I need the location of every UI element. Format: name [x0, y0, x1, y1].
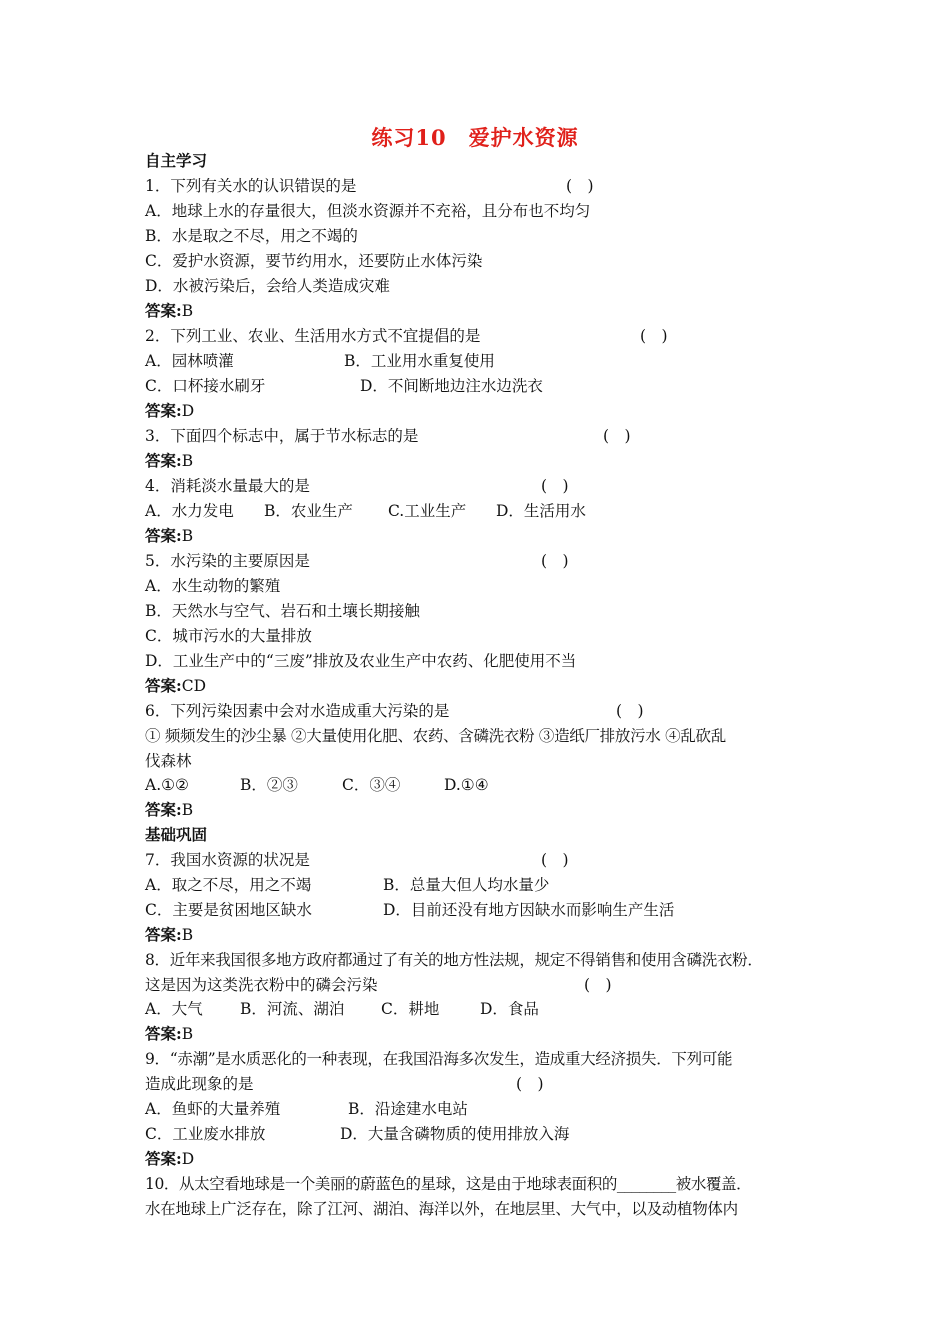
q5-option-b: B．天然水与空气、岩石和土壤长期接触 [145, 602, 420, 620]
q9-option-c: C．工业废水排放 [145, 1125, 266, 1143]
answer-value: CD [181, 677, 207, 695]
answer-label: 答案: [145, 800, 182, 819]
q9-paren: ( ) [516, 1075, 544, 1093]
q7-option-b: B．总量大但人均水量少 [383, 876, 550, 894]
q2-answer [145, 401, 194, 421]
answer-value: D [181, 402, 195, 420]
q3-answer [145, 451, 193, 471]
q4-answer [145, 526, 193, 546]
q6-option-c: C．③④ [342, 776, 401, 794]
q4-option-c: C.工业生产 [388, 502, 467, 520]
q5-option-d: D．工业生产中的“三废”排放及农业生产中农药、化肥使用不当 [145, 652, 577, 670]
answer-value: D [181, 1150, 195, 1168]
q7-option-d: D．目前还没有地方因缺水而影响生产生活 [383, 901, 675, 919]
section-heading-basic-consolidation: 基础巩固 [145, 825, 208, 844]
q5-paren: ( ) [541, 552, 569, 570]
q1-option-a: A．地球上水的存量很大，但淡水资源并不充裕，且分布也不均匀 [145, 202, 591, 220]
q8-option-a: A．大气 [145, 1000, 203, 1018]
answer-label: 答案: [145, 925, 182, 944]
answer-label: 答案: [145, 526, 182, 545]
q7-option-c: C．主要是贫困地区缺水 [145, 901, 312, 919]
q2-option-c: C．口杯接水刷牙 [145, 377, 266, 395]
q1-paren: ( ) [566, 177, 594, 195]
q4-option-d: D．生活用水 [496, 502, 586, 520]
answer-label: 答案: [145, 401, 182, 420]
q9-answer [145, 1149, 194, 1169]
q8-option-b: B．河流、湖泊 [240, 1000, 345, 1018]
q6-answer [145, 800, 193, 820]
q1-option-c: C．爱护水资源，要节约用水，还要防止水体污染 [145, 252, 483, 270]
q2-paren: ( ) [640, 327, 668, 345]
answer-value: B [181, 527, 194, 545]
q7-option-a: A．取之不尽，用之不竭 [145, 876, 312, 894]
q9-option-b: B．沿途建水电站 [348, 1100, 468, 1118]
answer-value: B [181, 302, 194, 320]
q6-option-d: D.①④ [444, 776, 489, 794]
answer-value: B [181, 801, 194, 819]
q4-option-b: B．农业生产 [264, 502, 353, 520]
q7-paren: ( ) [541, 851, 569, 869]
answer-value: B [181, 926, 194, 944]
q9-option-a: A．鱼虾的大量养殖 [145, 1100, 281, 1118]
q4-option-a: A．水力发电 [145, 502, 234, 520]
q2-option-d: D．不间断地边注水边洗衣 [360, 377, 543, 395]
q5-stem: 5．水污染的主要原因是 [145, 552, 310, 570]
q8-answer [145, 1024, 193, 1044]
q1-answer [145, 301, 193, 321]
q8-stem-line-1: 8．近年来我国很多地方政府都通过了有关的地方性法规，规定不得销售和使用含磷洗衣粉． [145, 951, 763, 969]
q6-stem: 6．下列污染因素中会对水造成重大污染的是 [145, 702, 450, 720]
q5-option-c: C．城市污水的大量排放 [145, 627, 312, 645]
q3-paren: ( ) [603, 427, 631, 445]
q2-option-a: A．园林喷灌 [145, 352, 234, 370]
q6-option-a: A.①② [145, 776, 189, 794]
q3-stem: 3．下面四个标志中，属于节水标志的是 [145, 427, 419, 445]
q4-stem: 4．消耗淡水量最大的是 [145, 477, 310, 495]
q5-option-a: A．水生动物的繁殖 [145, 577, 281, 595]
q7-stem: 7．我国水资源的状况是 [145, 851, 310, 869]
q8-option-c: C．耕地 [381, 1000, 440, 1018]
q1-option-b: B．水是取之不尽，用之不竭的 [145, 227, 358, 245]
page-title: 练习10 爱护水资源 [371, 125, 579, 150]
q1-stem: 1．下列有关水的认识错误的是 [145, 177, 357, 195]
q8-stem-line-2: 这是因为这类洗衣粉中的磷会污染 [145, 976, 378, 994]
q8-option-d: D．食品 [480, 1000, 539, 1018]
q9-option-d: D．大量含磷物质的使用排放入海 [340, 1125, 570, 1143]
q9-stem-line-2: 造成此现象的是 [145, 1075, 254, 1093]
answer-label: 答案: [145, 1024, 182, 1043]
q6-items-line-2: 伐森林 [145, 752, 192, 770]
q7-answer [145, 925, 193, 945]
q2-option-b: B．工业用水重复使用 [344, 352, 495, 370]
answer-label: 答案: [145, 301, 182, 320]
q8-paren: ( ) [584, 976, 612, 994]
q1-option-d: D．水被污染后，会给人类造成灾难 [145, 277, 390, 295]
q6-paren: ( ) [616, 702, 644, 720]
q10-stem-line-1: 10．从太空看地球是一个美丽的蔚蓝色的星球，这是由于地球表面积的________被水覆盖． [145, 1175, 752, 1193]
q10-stem-line-2: 水在地球上广泛存在，除了江河、湖泊、海洋以外，在地层里、大气中，以及动植物体内 [145, 1200, 738, 1218]
answer-value: B [181, 452, 194, 470]
answer-value: B [181, 1025, 194, 1043]
q6-option-b: B．②③ [240, 776, 298, 794]
answer-label: 答案: [145, 451, 182, 470]
q9-stem-line-1: 9．“赤潮”是水质恶化的一种表现，在我国沿海多次发生，造成重大经济损失．下列可能 [145, 1050, 733, 1068]
q2-stem: 2．下列工业、农业、生活用水方式不宜提倡的是 [145, 327, 481, 345]
section-heading-self-study: 自主学习 [145, 151, 208, 170]
q4-paren: ( ) [541, 477, 569, 495]
answer-label: 答案: [145, 1149, 182, 1168]
q5-answer [145, 676, 206, 696]
q6-items-line-1: ① 频频发生的沙尘暴 ②大量使用化肥、农药、含磷洗衣粉 ③造纸厂排放污水 ④乱砍乱 [145, 727, 726, 745]
answer-label: 答案: [145, 676, 182, 695]
